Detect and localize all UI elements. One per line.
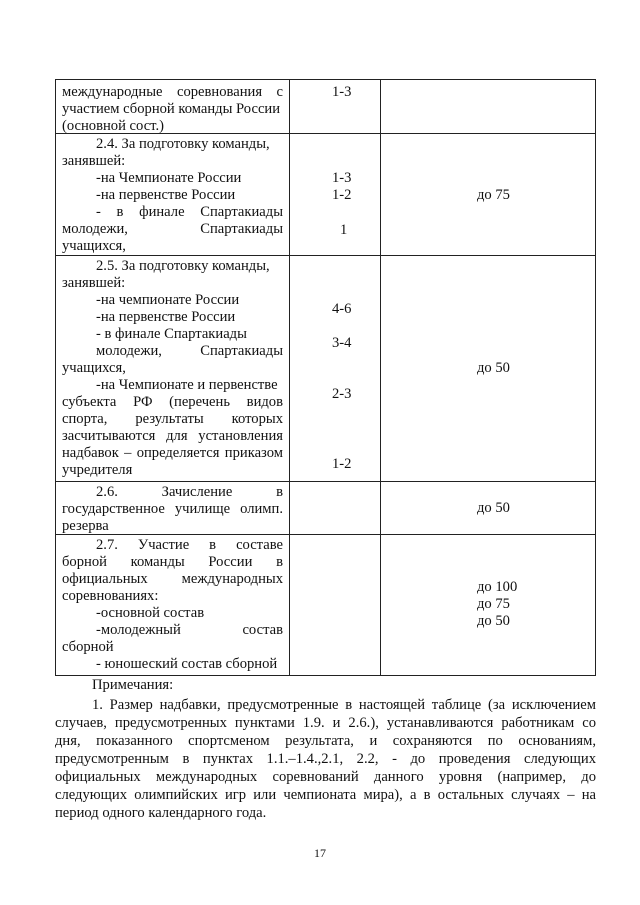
amount-cell — [381, 80, 595, 133]
description-cell — [56, 256, 290, 481]
place-value: 1-3 — [332, 170, 352, 186]
places-cell — [290, 482, 381, 534]
page-number: 17 — [314, 846, 326, 860]
description-cell — [56, 80, 290, 133]
place-value: 3-4 — [332, 335, 352, 351]
place-value: 1-3 — [332, 84, 352, 100]
notes-line: предусмотренным в пунктах 1.1.–1.4.,2.1, 2.2, - до проведения следующих — [55, 751, 596, 767]
table-row — [55, 79, 596, 134]
description-line: учащихся, — [62, 238, 126, 254]
description-line: занявшей: — [62, 153, 126, 169]
place-value: 1 — [340, 222, 348, 238]
description-line: занявшей: — [62, 275, 126, 291]
notes-line: период одного календарного года. — [55, 805, 267, 821]
places-cell — [290, 80, 381, 133]
description-line: (основной сост.) — [62, 118, 164, 134]
description-line: официальных международных — [62, 571, 283, 587]
description-line: -молодежный состав — [96, 622, 283, 638]
table-row — [55, 535, 596, 676]
description-line: - в финале Спартакиады — [96, 326, 247, 342]
places-cell — [290, 134, 381, 255]
amount-value: до 50 — [477, 360, 510, 376]
amount-value: до 50 — [477, 613, 510, 629]
description-cell — [56, 535, 290, 675]
amount-value: до 50 — [477, 500, 510, 516]
description-line: субъекта РФ (перечень видов — [62, 394, 283, 410]
description-line: 2.7. Участие в составе — [96, 537, 283, 553]
table-row — [55, 482, 596, 535]
place-value: 4-6 — [332, 301, 352, 317]
place-value: 2-3 — [332, 386, 352, 402]
amount-cell — [381, 482, 595, 534]
description-line: сборной — [62, 639, 114, 655]
place-value: 1-2 — [332, 456, 352, 472]
description-line: учредителя — [62, 462, 133, 478]
description-line: -на чемпионате России — [96, 292, 240, 308]
description-line: 2.6. Зачисление в — [96, 484, 283, 500]
description-line: -основной состав — [96, 605, 205, 621]
description-line: резерва — [62, 518, 109, 534]
notes-line: дня, показанного спортсменом результата, и сохраняются по основаниям, — [55, 733, 596, 749]
description-cell — [56, 482, 290, 534]
amount-cell — [381, 535, 595, 675]
description-line: молодежи, Спартакиады — [96, 343, 283, 359]
description-line: -на первенстве России — [96, 309, 236, 325]
bonus-table — [55, 79, 596, 676]
notes-line: официальных международных соревнований данного уровня (например, до — [55, 769, 596, 785]
amount-cell — [381, 256, 595, 481]
description-line: - юношеский состав сборной — [96, 656, 278, 672]
place-value: 1-2 — [332, 187, 352, 203]
description-line: -на Чемпионате и первенстве — [96, 377, 278, 393]
description-line: - в финале Спартакиады — [96, 204, 283, 220]
notes-line: следующих олимпийских игр или чемпионата мира), а в остальных случаях – на — [55, 787, 596, 803]
amount-cell — [381, 134, 595, 255]
description-line: участием сборной команды России — [62, 101, 281, 117]
places-cell — [290, 256, 381, 481]
description-line: 2.4. За подготовку команды, — [96, 136, 270, 152]
description-line: -на Чемпионате России — [96, 170, 242, 186]
places-cell — [290, 535, 381, 675]
notes-heading: Примечания: — [92, 677, 174, 693]
table-row — [55, 256, 596, 482]
description-line: молодежи, Спартакиады — [62, 221, 283, 237]
description-line: засчитываются для установления — [62, 428, 283, 444]
amount-value: до 100 — [477, 579, 518, 595]
description-line: соревнованиях: — [62, 588, 159, 604]
description-line: государственное училище олимп. — [62, 501, 283, 517]
description-line: надбавок – определяется приказом — [62, 445, 283, 461]
notes-line: 1. Размер надбавки, предусмотренные в настоящей таблице (за исключением — [92, 697, 596, 713]
notes-line: случаев, предусмотренных пунктами 1.9. и 2.6.), устанавливаются работникам со — [55, 715, 596, 731]
amount-value: до 75 — [477, 187, 510, 203]
table-row — [55, 134, 596, 256]
amount-value: до 75 — [477, 596, 510, 612]
description-line: учащихся, — [62, 360, 126, 376]
description-cell — [56, 134, 290, 255]
description-line: международные соревнования с — [62, 84, 283, 100]
description-line: спорта, результаты которых — [62, 411, 283, 427]
description-line: борной команды России в — [62, 554, 283, 570]
description-line: -на первенстве России — [96, 187, 236, 203]
description-line: 2.5. За подготовку команды, — [96, 258, 270, 274]
